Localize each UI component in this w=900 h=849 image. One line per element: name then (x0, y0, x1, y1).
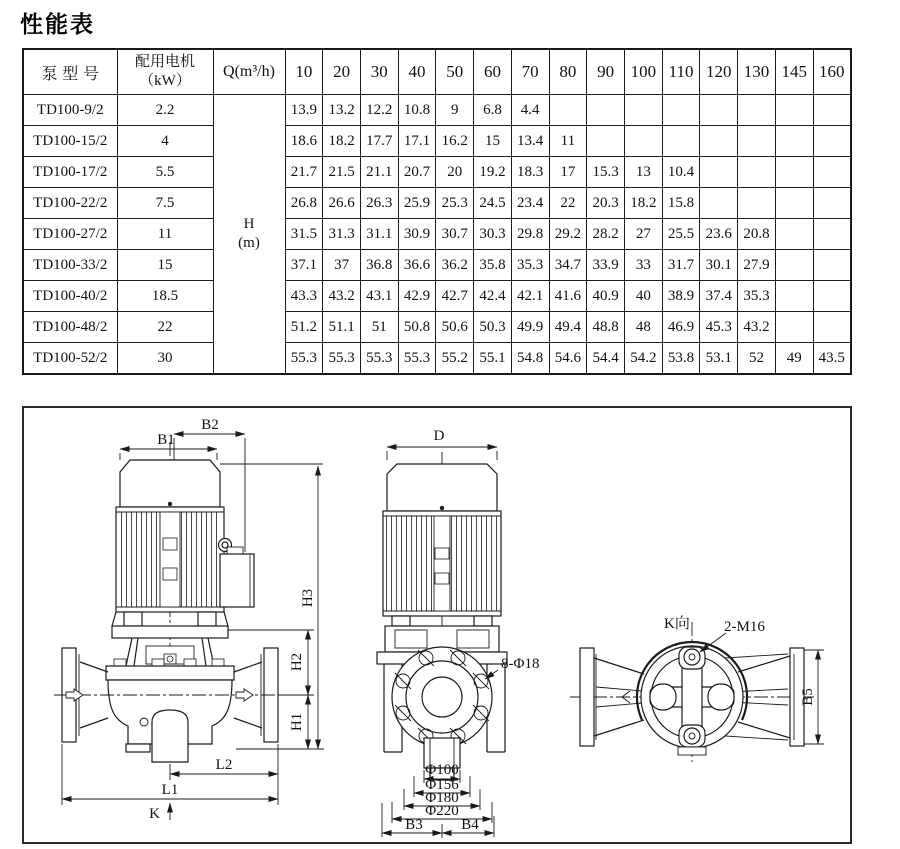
head-value-cell: 31.5 (285, 219, 323, 250)
head-value-cell: 24.5 (474, 188, 512, 219)
head-value-cell: 46.9 (662, 312, 700, 343)
dim-label-dia180: Φ180 (425, 790, 459, 806)
flow-header-cell: 145 (775, 49, 813, 95)
table-row (23, 312, 851, 343)
head-value-cell: 10.4 (662, 157, 700, 188)
head-value-cell: 29.8 (511, 219, 549, 250)
pump-model-cell: TD100-27/2 (23, 219, 117, 250)
head-value-cell: 52 (738, 343, 776, 375)
flow-header-cell: 100 (624, 49, 662, 95)
head-value-cell: 15 (474, 126, 512, 157)
head-value-cell (813, 126, 851, 157)
head-value-cell: 23.4 (511, 188, 549, 219)
head-value-cell: 23.6 (700, 219, 738, 250)
flow-header-cell: 160 (813, 49, 851, 95)
head-value-cell: 17.1 (398, 126, 436, 157)
head-value-cell: 27 (624, 219, 662, 250)
head-value-cell: 12.2 (360, 95, 398, 126)
bolt-holes-note: 8-Φ18 (501, 656, 540, 672)
dim-label-l2: L2 (215, 757, 233, 773)
head-value-cell: 30.1 (700, 250, 738, 281)
pump-model-header: 泵型号 (23, 49, 117, 95)
head-value-cell: 35.8 (474, 250, 512, 281)
head-value-cell: 53.8 (662, 343, 700, 375)
table-header-row (23, 49, 851, 95)
head-value-cell: 16.2 (436, 126, 474, 157)
head-value-cell: 42.9 (398, 281, 436, 312)
head-value-cell (549, 95, 587, 126)
dim-label-dia100: Φ100 (425, 762, 459, 778)
head-value-cell (587, 95, 625, 126)
pump-model-cell: TD100-15/2 (23, 126, 117, 157)
head-value-cell: 48 (624, 312, 662, 343)
head-value-cell: 10.8 (398, 95, 436, 126)
motor-fins (119, 512, 160, 607)
motor-power-header (117, 49, 213, 95)
head-value-cell: 31.3 (323, 219, 361, 250)
head-value-cell: 51.1 (323, 312, 361, 343)
head-value-cell (775, 250, 813, 281)
head-value-cell (775, 219, 813, 250)
pump-model-cell: TD100-48/2 (23, 312, 117, 343)
motor-power-cell: 7.5 (117, 188, 213, 219)
head-value-cell: 43.1 (360, 281, 398, 312)
head-value-cell: 50.3 (474, 312, 512, 343)
pump-casing-flange (106, 666, 234, 680)
head-value-cell: 55.3 (398, 343, 436, 375)
flow-label-header: Q(m³/h) (213, 49, 285, 95)
head-value-cell (738, 95, 776, 126)
pump-model-cell: TD100-40/2 (23, 281, 117, 312)
side-view (377, 428, 539, 838)
head-value-cell: 36.8 (360, 250, 398, 281)
head-value-cell: 9 (436, 95, 474, 126)
suction-flange (580, 648, 594, 746)
head-unit-cell (213, 95, 285, 375)
motor-power-cell: 5.5 (117, 157, 213, 188)
m16-hole (684, 649, 700, 665)
head-value-cell: 27.9 (738, 250, 776, 281)
motor-power-header-line2: （kW） (139, 73, 191, 89)
head-value-cell: 18.2 (323, 126, 361, 157)
head-value-cell: 55.1 (474, 343, 512, 375)
motor-power-cell: 11 (117, 219, 213, 250)
performance-table-body (23, 95, 851, 375)
head-value-cell (813, 95, 851, 126)
table-row (23, 188, 851, 219)
terminal-box (220, 554, 254, 607)
head-value-cell: 48.8 (587, 312, 625, 343)
tap-holes-note: 2-M16 (724, 619, 765, 635)
head-value-cell (700, 157, 738, 188)
head-value-cell: 43.3 (285, 281, 323, 312)
dim-label-dia156: Φ156 (425, 777, 459, 793)
motor-power-cell: 15 (117, 250, 213, 281)
head-value-cell (813, 281, 851, 312)
head-value-cell: 55.3 (285, 343, 323, 375)
head-value-cell (587, 126, 625, 157)
motor-fan-cover (120, 460, 220, 507)
head-value-cell: 51.2 (285, 312, 323, 343)
table-row (23, 126, 851, 157)
head-value-cell: 20.8 (738, 219, 776, 250)
pump-model-cell: TD100-22/2 (23, 188, 117, 219)
flow-header-cell: 130 (738, 49, 776, 95)
head-value-cell (624, 126, 662, 157)
head-value-cell: 54.6 (549, 343, 587, 375)
head-value-cell: 30.9 (398, 219, 436, 250)
motor-fins (180, 512, 221, 607)
head-value-cell: 34.7 (549, 250, 587, 281)
flow-header-cell: 90 (587, 49, 625, 95)
front-view (54, 417, 324, 822)
pump-model-cell: TD100-9/2 (23, 95, 117, 126)
head-value-cell: 37.4 (700, 281, 738, 312)
head-value-cell: 26.6 (323, 188, 361, 219)
head-value-cell: 4.4 (511, 95, 549, 126)
head-value-cell (624, 95, 662, 126)
dim-label-b3: B3 (405, 817, 423, 833)
head-value-cell (700, 126, 738, 157)
head-value-cell (775, 126, 813, 157)
head-value-cell (775, 188, 813, 219)
head-value-cell: 55.2 (436, 343, 474, 375)
dim-label-h2: H2 (289, 652, 305, 672)
page-title: 性能表 (20, 11, 95, 37)
drawing-frame (22, 406, 852, 844)
head-value-cell: 49.9 (511, 312, 549, 343)
head-value-cell: 30.7 (436, 219, 474, 250)
flow-header-cell: 30 (360, 49, 398, 95)
head-value-cell: 49 (775, 343, 813, 375)
head-value-cell: 49.4 (549, 312, 587, 343)
head-value-cell: 30.3 (474, 219, 512, 250)
head-value-cell: 54.2 (624, 343, 662, 375)
head-value-cell: 45.3 (700, 312, 738, 343)
head-value-cell (813, 312, 851, 343)
top-view (570, 615, 824, 762)
dimension-drawing (24, 408, 850, 842)
head-value-cell (813, 188, 851, 219)
head-value-cell (813, 250, 851, 281)
head-value-cell: 35.3 (511, 250, 549, 281)
table-row (23, 95, 851, 126)
head-value-cell (813, 219, 851, 250)
head-value-cell: 26.8 (285, 188, 323, 219)
flow-arrow (236, 689, 253, 701)
flow-header-cell: 80 (549, 49, 587, 95)
head-value-cell: 20.7 (398, 157, 436, 188)
motor-power-header-line1: 配用电机 (134, 54, 195, 71)
head-value-cell: 43.2 (738, 312, 776, 343)
view-mark-label: K向 (664, 616, 690, 632)
head-value-cell: 31.1 (360, 219, 398, 250)
head-value-cell: 53.1 (700, 343, 738, 375)
head-value-cell (775, 281, 813, 312)
head-value-cell: 18.6 (285, 126, 323, 157)
head-value-cell (775, 312, 813, 343)
head-value-cell: 33 (624, 250, 662, 281)
motor-stool-flange (112, 626, 228, 638)
dim-label-h3: H3 (300, 588, 316, 608)
motor-fins (386, 516, 434, 611)
head-value-cell: 35.3 (738, 281, 776, 312)
view-direction-k: K (149, 806, 160, 822)
motor-power-cell: 4 (117, 126, 213, 157)
head-value-cell: 29.2 (549, 219, 587, 250)
head-value-cell: 17.7 (360, 126, 398, 157)
head-value-cell: 54.4 (587, 343, 625, 375)
flow-header-cell: 10 (285, 49, 323, 95)
head-value-cell: 21.5 (323, 157, 361, 188)
head-value-cell: 42.7 (436, 281, 474, 312)
head-value-cell (738, 157, 776, 188)
dim-label-dia220: Φ220 (425, 803, 459, 819)
head-value-cell: 6.8 (474, 95, 512, 126)
head-value-cell: 20.3 (587, 188, 625, 219)
flange-face (392, 647, 492, 747)
head-value-cell: 13.9 (285, 95, 323, 126)
head-value-cell: 17 (549, 157, 587, 188)
head-value-cell: 41.6 (549, 281, 587, 312)
head-value-cell: 22 (549, 188, 587, 219)
head-value-cell: 13 (624, 157, 662, 188)
dim-label-b4: B4 (461, 817, 479, 833)
pump-model-cell: TD100-33/2 (23, 250, 117, 281)
head-value-cell: 50.6 (436, 312, 474, 343)
head-value-cell: 20 (436, 157, 474, 188)
flow-header-cell: 20 (323, 49, 361, 95)
flow-header-cell: 40 (398, 49, 436, 95)
head-value-cell (662, 126, 700, 157)
motor-power-cell: 22 (117, 312, 213, 343)
head-value-cell: 13.2 (323, 95, 361, 126)
performance-table (22, 48, 852, 375)
head-value-cell: 40.9 (587, 281, 625, 312)
head-value-cell: 50.8 (398, 312, 436, 343)
head-value-cell: 43.2 (323, 281, 361, 312)
head-value-cell: 36.6 (398, 250, 436, 281)
head-value-cell: 18.2 (624, 188, 662, 219)
head-value-cell: 18.3 (511, 157, 549, 188)
head-unit-line1: H (243, 216, 255, 233)
flow-header-cell: 110 (662, 49, 700, 95)
pump-model-cell: TD100-17/2 (23, 157, 117, 188)
head-value-cell: 25.3 (436, 188, 474, 219)
motor-power-cell: 2.2 (117, 95, 213, 126)
flow-header-cell: 120 (700, 49, 738, 95)
head-value-cell: 25.5 (662, 219, 700, 250)
head-value-cell: 36.2 (436, 250, 474, 281)
motor-power-cell: 30 (117, 343, 213, 375)
flow-header-cell: 60 (474, 49, 512, 95)
dim-label-b5: B5 (800, 688, 816, 706)
table-row (23, 157, 851, 188)
head-value-cell (775, 157, 813, 188)
head-value-cell: 21.1 (360, 157, 398, 188)
head-value-cell: 55.3 (360, 343, 398, 375)
flow-header-cell: 50 (436, 49, 474, 95)
head-unit-line2: (m) (238, 235, 260, 251)
dim-label-l1: L1 (161, 782, 179, 798)
head-value-cell: 54.8 (511, 343, 549, 375)
head-value-cell: 31.7 (662, 250, 700, 281)
head-value-cell: 21.7 (285, 157, 323, 188)
head-value-cell: 42.4 (474, 281, 512, 312)
table-row (23, 219, 851, 250)
head-value-cell (662, 95, 700, 126)
head-value-cell: 42.1 (511, 281, 549, 312)
head-value-cell: 40 (624, 281, 662, 312)
head-value-cell: 15.3 (587, 157, 625, 188)
head-value-cell: 51 (360, 312, 398, 343)
dim-label-b2: B2 (201, 417, 219, 433)
motor-fins (450, 516, 498, 611)
flow-header-cell: 70 (511, 49, 549, 95)
m16-hole (684, 728, 700, 744)
head-value-cell: 15.8 (662, 188, 700, 219)
pump-model-cell: TD100-52/2 (23, 343, 117, 375)
head-value-cell: 38.9 (662, 281, 700, 312)
head-value-cell: 19.2 (474, 157, 512, 188)
pump-foot-boss (152, 710, 188, 762)
dim-label-b1: B1 (157, 432, 175, 448)
head-value-cell (700, 188, 738, 219)
table-row (23, 250, 851, 281)
head-value-cell: 33.9 (587, 250, 625, 281)
motor-fan-cover (387, 464, 497, 511)
head-value-cell (738, 188, 776, 219)
head-value-cell: 55.3 (323, 343, 361, 375)
head-value-cell (700, 95, 738, 126)
head-value-cell: 13.4 (511, 126, 549, 157)
head-value-cell: 37.1 (285, 250, 323, 281)
table-row (23, 281, 851, 312)
table-row (23, 343, 851, 375)
dim-label-h1: H1 (289, 712, 305, 732)
head-value-cell (738, 126, 776, 157)
head-value-cell: 28.2 (587, 219, 625, 250)
head-value-cell: 26.3 (360, 188, 398, 219)
head-value-cell: 37 (323, 250, 361, 281)
head-value-cell: 11 (549, 126, 587, 157)
head-value-cell: 25.9 (398, 188, 436, 219)
head-value-cell (775, 95, 813, 126)
head-value-cell: 43.5 (813, 343, 851, 375)
head-value-cell (813, 157, 851, 188)
dim-label-d: D (433, 428, 445, 444)
motor-power-cell: 18.5 (117, 281, 213, 312)
